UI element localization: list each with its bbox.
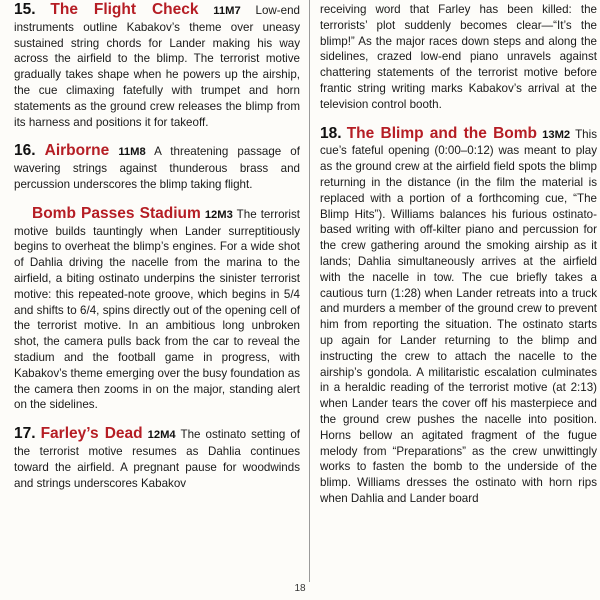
right-column [320, 2, 597, 520]
page-number: 18 [294, 583, 306, 594]
cue-code: 12M4 [147, 429, 176, 442]
track-number: 18. [320, 124, 342, 142]
track-entry-16 [14, 143, 300, 192]
track-description: A threatening passage of wavering strings against thunderous brass and percussion underscores the blimp taking flight. [14, 145, 300, 191]
continued-text: receiving word that Farley has been killed: the terrorists’ plot suddenly becomes clear—“It’s the blimp!” As the major races down steps and along the sidelines, crazed low-end piano unravels against chattering statements of the terrorist motive before frantic string writing marks Kabakov’s arrival at the television control booth. [320, 3, 597, 111]
track-entry-15 [14, 2, 300, 130]
cue-code: 13M2 [542, 128, 571, 141]
track-number: 15. [14, 1, 36, 18]
track-description: The terrorist motive builds tauntingly when Lander surreptitiously begins to overheat the blimp’s engines. For a wide shot of Dahlia driving the nacelle from the marina to the airfield, a biting ostinato underpins the sinister terrorist motive: this repeated-note groove, which begins in 5/4 and shifts to 6/4, spins directly out of the opening cell of the terrorist motive. In an ambitious long unbroken shot, the camera pulls back from the car to reveal the stadium and the football game in progress, with Kabakov’s theme emerging over the busy foundation as the camera then zooms in on the major, standing alert on the sidelines. [14, 207, 300, 412]
column-divider [309, 0, 310, 582]
track-title: The Blimp and the Bomb [346, 124, 537, 142]
track-title: Airborne [44, 142, 110, 160]
track-description: This cue’s fateful opening (0:00–0:12) was meant to play as the ground crew at the airfield field spots the blimp returning in the distance (in the film the material is replaced with a portion of a forthcoming cue, “The Blimp Hits”). Williams balances his furious ostinato-based writing with off-kilter piano and percussion for the crew gathering around the smoking airship as it lands; Dahlia simultaneously arrives at the airfield with the nacelle in tow. The cue briefly takes a cautious turn (1:28) when Lander retreats into a truck and murders a member of the ground crew to prevent him from reporting the situation. The ostinato starts up again for Lander returning to the blimp and instructing the crew to attach the nacelle to the airship’s gondola. A militaristic escalation culminates in a heraldic reading of the terrorist motive (at 2:13) when Lander tears the cover off his masterpiece and the ground crew pushes the nacelle into position. Horns bellow an agitated fragment of the fugue melody from “Preparations” as the crew unwittingly works to fasten the bomb to the underside of the blimp. Williams dresses the ostinato with horn rips when Dahlia and Lander board [320, 127, 597, 505]
track-title: The Flight Check [50, 1, 199, 18]
track-number: 17. [14, 425, 36, 443]
entry-indent [14, 208, 32, 221]
track-entry-17 [14, 426, 300, 491]
cue-code: 11M8 [118, 146, 146, 159]
cue-code: 11M7 [213, 5, 241, 17]
track-entry-bomb-passes-stadium [14, 206, 300, 413]
track-number: 16. [14, 142, 36, 160]
track-description: The ostinato setting of the terrorist motive resumes as Dahlia continues toward the airfield. A pregnant pause for woodwinds and strings underscores Kabakov [14, 428, 300, 490]
track-title: Bomb Passes Stadium [32, 204, 201, 222]
track-entry-18 [320, 126, 597, 507]
cue-code: 12M3 [204, 208, 233, 221]
track-title: Farley’s Dead [40, 425, 143, 443]
left-column [14, 2, 300, 504]
track-description: Low-end instruments outline Kabakov’s theme over uneasy sustained string chords for Lander making his way across the airfield to the blimp. The terrorist motive gradually takes shape when he powers up the airship, the cue climaxing fatefully with trumpet and horn statements as the ground crew releases the blimp from its harness and positions it for takeoff. [14, 4, 300, 129]
